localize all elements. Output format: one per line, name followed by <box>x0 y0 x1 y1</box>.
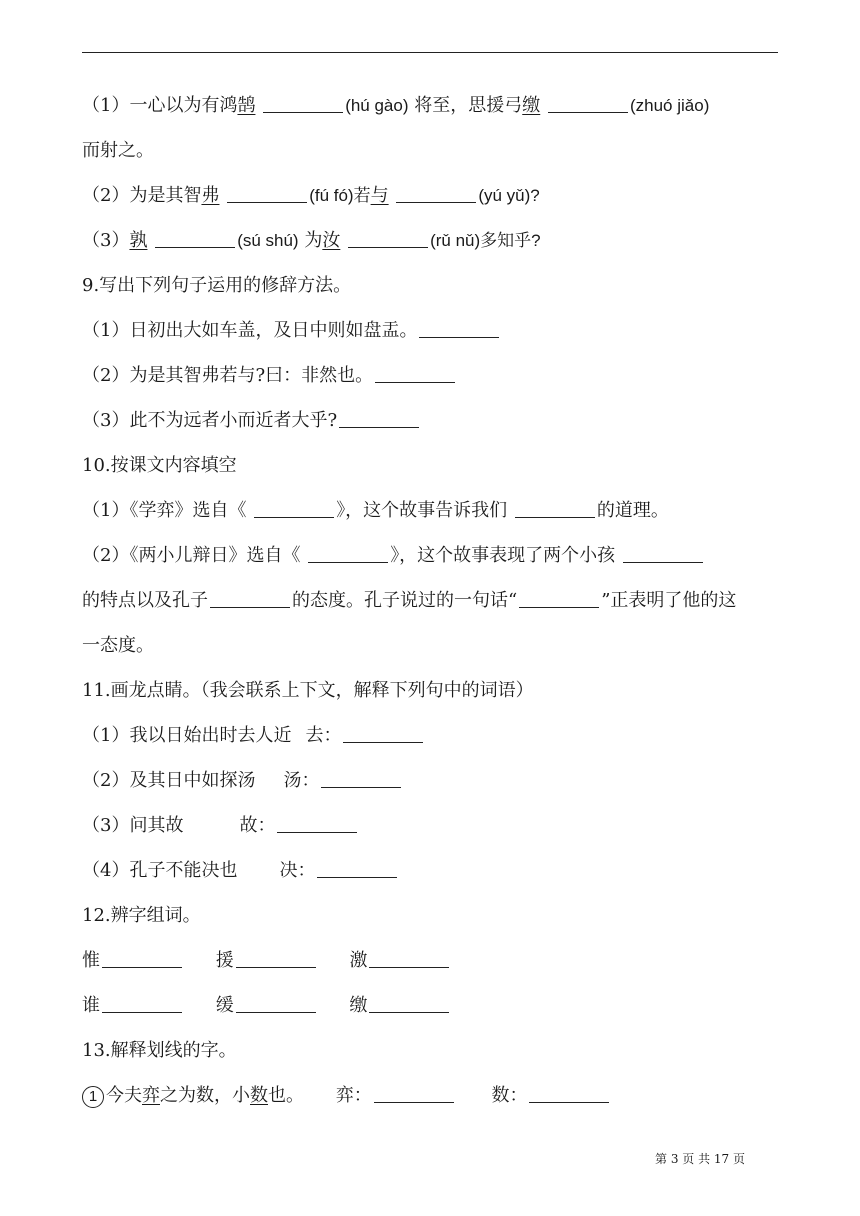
char-prompt: 激 <box>349 950 368 971</box>
q12-row-1 <box>82 949 451 973</box>
answer-blank[interactable] <box>102 949 182 968</box>
answer-blank[interactable] <box>308 544 388 563</box>
q8-item-3-text: （3） <box>82 230 130 251</box>
q13-item-1-word-2: 数： <box>491 1085 528 1106</box>
answer-blank[interactable] <box>369 949 449 968</box>
underlined-char: 弗 <box>201 185 220 206</box>
q11-item-4 <box>82 859 399 883</box>
answer-blank[interactable] <box>321 769 401 788</box>
q13-item-1-text-c: 也。 <box>268 1085 304 1106</box>
q10-item-1 <box>82 499 669 523</box>
header-rule <box>82 52 778 53</box>
answer-blank[interactable] <box>317 859 397 878</box>
q10-item-1-text-b: 》，这个故事告诉我们 <box>336 500 508 521</box>
q10-item-2-cont <box>82 589 736 613</box>
q9-title: 9.写出下列句子运用的修辞方法。 <box>82 275 352 296</box>
answer-blank[interactable] <box>529 1084 609 1103</box>
q12-title: 12.辨字组词。 <box>82 905 201 926</box>
char-prompt: 谁 <box>82 995 100 1016</box>
answer-blank[interactable] <box>277 814 357 833</box>
q10-item-1-text: （1）《学弈》选自《 <box>82 500 247 521</box>
q11-item-1-word: 去： <box>305 725 342 746</box>
q10-item-2-text-e: ”正表明了他的这 <box>601 590 737 611</box>
pinyin-options: (hú gào) <box>345 96 409 115</box>
q8-item-1 <box>82 94 709 118</box>
q10-item-2-text-d: 的态度。孔子说过的一句话“ <box>292 590 518 611</box>
q10-item-2 <box>82 544 705 568</box>
q10-item-1-text-c: 的道理。 <box>596 500 669 521</box>
underlined-char: 弈 <box>142 1085 160 1106</box>
answer-blank[interactable] <box>548 94 628 113</box>
q8-item-1-text: （1）一心以为有鸿 <box>82 95 238 116</box>
pinyin-options: (rǔ nǔ)多知乎? <box>430 231 541 250</box>
q8-item-3-text-b: 为 <box>304 230 323 251</box>
answer-blank[interactable] <box>369 994 449 1013</box>
q11-item-4-text: （4）孔子不能决也 <box>82 860 238 881</box>
q9-item-2-text: （2）为是其智弗若与?曰：非然也。 <box>82 365 374 386</box>
q11-item-2-word: 汤： <box>283 770 320 791</box>
q10-item-2-text: （2）《两小儿辩日》选自《 <box>82 545 301 566</box>
answer-blank[interactable] <box>236 949 316 968</box>
q11-item-2 <box>82 769 403 793</box>
underlined-char: 与 <box>370 185 389 206</box>
answer-blank[interactable] <box>374 1084 454 1103</box>
answer-blank[interactable] <box>396 184 476 203</box>
q10-item-2-end: 一态度。 <box>82 635 154 656</box>
q8-item-3 <box>82 229 541 253</box>
q9-item-3-text: （3）此不为远者小而近者大乎? <box>82 410 338 431</box>
pinyin-options: (zhuó jiǎo) <box>629 96 710 115</box>
underlined-char: 汝 <box>322 230 341 251</box>
answer-blank[interactable] <box>254 499 334 518</box>
char-prompt: 惟 <box>82 950 100 971</box>
q11-item-4-word: 决： <box>279 860 316 881</box>
answer-blank[interactable] <box>419 319 499 338</box>
q13-title: 13.解释划线的字。 <box>82 1040 237 1061</box>
answer-blank[interactable] <box>519 589 599 608</box>
pinyin-options: (fú fó)若 <box>309 186 371 205</box>
page-footer: 第 3 页 共 17 页 <box>655 1152 745 1166</box>
q9-item-2 <box>82 364 457 388</box>
q11-item-1-text: （1）我以日始出时去人近 <box>82 725 292 746</box>
answer-blank[interactable] <box>155 229 235 248</box>
answer-blank[interactable] <box>375 364 455 383</box>
answer-blank[interactable] <box>236 994 316 1013</box>
char-prompt: 缓 <box>215 995 234 1016</box>
q11-title: 11.画龙点睛。（我会联系上下文，解释下列句中的词语） <box>82 680 534 701</box>
q9-item-3 <box>82 409 421 433</box>
circled-number: 1 <box>82 1086 104 1108</box>
q8-item-2-text: （2）为是其智 <box>82 185 202 206</box>
q13-item-1-word-1: 弈： <box>335 1085 372 1106</box>
q10-title: 10.按课文内容填空 <box>82 455 237 476</box>
q8-item-2 <box>82 184 540 208</box>
pinyin-options: (sú shú) <box>237 231 299 250</box>
q11-item-3-text: （3）问其故 <box>82 815 184 836</box>
answer-blank[interactable] <box>515 499 595 518</box>
q12-row-2 <box>82 994 451 1018</box>
q13-item-1 <box>82 1084 611 1108</box>
char-prompt: 缴 <box>349 995 368 1016</box>
q8-item-1-cont: 而射之。 <box>82 140 154 161</box>
q11-item-2-text: （2）及其日中如探汤 <box>82 770 256 791</box>
q10-item-2-text-b: 》，这个故事表现了两个小孩 <box>390 545 616 566</box>
underlined-char: 鹄 <box>237 95 256 116</box>
answer-blank[interactable] <box>210 589 290 608</box>
q13-item-1-text: 今夫 <box>106 1085 142 1106</box>
answer-blank[interactable] <box>339 409 419 428</box>
q8-item-1-text-b: 将至，思援弓 <box>414 95 523 116</box>
underlined-char: 数 <box>250 1085 268 1106</box>
answer-blank[interactable] <box>343 724 423 743</box>
answer-blank[interactable] <box>102 994 182 1013</box>
pinyin-options: (yú yǔ)? <box>478 186 540 205</box>
q11-item-3-word: 故： <box>239 815 276 836</box>
q11-item-3 <box>82 814 359 838</box>
underlined-char: 孰 <box>129 230 148 251</box>
underlined-char: 缴 <box>522 95 541 116</box>
q10-item-2-text-c: 的特点以及孔子 <box>82 590 208 611</box>
q11-item-1 <box>82 724 425 748</box>
answer-blank[interactable] <box>227 184 307 203</box>
answer-blank[interactable] <box>263 94 343 113</box>
q9-item-1-text: （1）日初出大如车盖，及日中则如盘盂。 <box>82 320 418 341</box>
char-prompt: 援 <box>215 950 234 971</box>
answer-blank[interactable] <box>348 229 428 248</box>
q9-item-1 <box>82 319 501 343</box>
q13-item-1-text-b: 之为数，小 <box>160 1085 250 1106</box>
answer-blank[interactable] <box>623 544 703 563</box>
